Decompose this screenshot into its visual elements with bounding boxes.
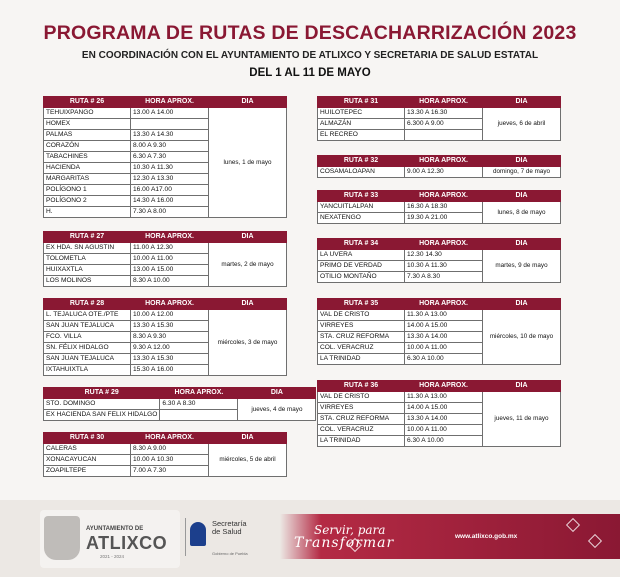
day-cell: miércoles, 10 de mayo — [483, 310, 561, 365]
location-cell: H. — [44, 207, 131, 218]
time-cell: 9.00 A 12.30 — [405, 167, 483, 178]
location-cell: EX HDA. SN AGUSTIN — [44, 243, 131, 254]
time-cell — [160, 410, 238, 421]
day-cell: martes, 2 de mayo — [209, 243, 287, 287]
location-cell: IXTAHUIXTLA — [44, 365, 131, 376]
time-cell: 6.30 A 7.30 — [131, 152, 209, 163]
location-cell: CALERAS — [44, 444, 131, 455]
location-cell: LOS MOLINOS — [44, 276, 131, 287]
table-row — [318, 310, 561, 321]
route-name: RUTA # 36 — [318, 381, 405, 392]
time-cell: 12.30 14.30 — [405, 250, 483, 261]
time-cell: 10.00 A 10.30 — [131, 455, 209, 466]
time-cell: 7.00 A 7.30 — [131, 466, 209, 477]
location-cell: HOMEX — [44, 119, 131, 130]
table-row — [318, 108, 561, 119]
route-table — [43, 432, 287, 477]
time-cell — [131, 119, 209, 130]
time-cell: 13.30 A 16.30 — [405, 108, 483, 119]
route-header-row — [44, 232, 287, 243]
route-table — [317, 96, 561, 141]
location-cell: EX HACIENDA SAN FELIX HIDALGO — [44, 410, 160, 421]
col-dia: DIA — [483, 299, 561, 310]
col-hora: HORA APROX. — [405, 156, 483, 167]
day-cell: jueves, 11 de mayo — [483, 392, 561, 447]
website-link[interactable]: www.atlixco.gob.mx — [455, 533, 518, 540]
location-cell: FCO. VILLA — [44, 332, 131, 343]
location-cell: SAN JUAN TEJALUCA — [44, 354, 131, 365]
route-header-row — [318, 97, 561, 108]
date-range: DEL 1 AL 11 DE MAYO — [249, 67, 371, 79]
location-cell: LA UVERA — [318, 250, 405, 261]
de-salud-label: de Salud — [212, 527, 242, 536]
table-row — [318, 392, 561, 403]
time-cell: 14.00 A 15.00 — [405, 321, 483, 332]
crest-icon — [44, 516, 80, 560]
gobierno-label: Gobierno de Puebla — [212, 551, 248, 556]
route-table — [43, 231, 287, 287]
route-name: RUTA # 35 — [318, 299, 405, 310]
day-cell: domingo, 7 de mayo — [483, 167, 561, 178]
time-cell: 6.30 A 8.30 — [160, 399, 238, 410]
col-hora: HORA APROX. — [131, 97, 209, 108]
col-hora: HORA APROX. — [405, 299, 483, 310]
period-label: 2021 - 2024 — [100, 554, 125, 559]
atlixco-logo — [40, 510, 180, 568]
day-cell: martes, 9 de mayo — [483, 250, 561, 283]
table-row — [44, 399, 316, 410]
location-cell: L. TEJALUCA OTE./PTE — [44, 310, 131, 321]
location-cell: VAL DE CRISTO — [318, 392, 405, 403]
col-dia: DIA — [483, 156, 561, 167]
route-header-row — [44, 299, 287, 310]
route-table — [317, 238, 561, 283]
time-cell: 14.30 A 16.00 — [131, 196, 209, 207]
route-header-row — [318, 381, 561, 392]
time-cell: 12.30 A 13.30 — [131, 174, 209, 185]
table-row — [318, 250, 561, 261]
route-table — [317, 380, 561, 447]
time-cell: 7.30 A 8.00 — [131, 207, 209, 218]
time-cell: 19.30 A 21.00 — [405, 213, 483, 224]
time-cell — [405, 130, 483, 141]
route-header-row — [44, 97, 287, 108]
route-name: RUTA # 33 — [318, 191, 405, 202]
col-hora: HORA APROX. — [131, 433, 209, 444]
route-table — [43, 298, 287, 376]
time-cell: 13.30 A 15.30 — [131, 354, 209, 365]
time-cell: 7.30 A 8.30 — [405, 272, 483, 283]
location-cell: COL. VERACRUZ — [318, 425, 405, 436]
col-dia: DIA — [238, 388, 316, 399]
location-cell: PRIMO DE VERDAD — [318, 261, 405, 272]
time-cell: 8.30 A 10.00 — [131, 276, 209, 287]
route-table — [317, 190, 561, 224]
route-table — [43, 96, 287, 218]
table-row — [44, 444, 287, 455]
col-hora: HORA APROX. — [131, 299, 209, 310]
time-cell: 11.30 A 13.00 — [405, 310, 483, 321]
location-cell: ALMAZÁN — [318, 119, 405, 130]
time-cell: 11.00 A 12.30 — [131, 243, 209, 254]
col-hora: HORA APROX. — [405, 381, 483, 392]
route-header-row — [44, 388, 316, 399]
location-cell: POLÍGONO 2 — [44, 196, 131, 207]
time-cell: 16.00 A17.00 — [131, 185, 209, 196]
salud-emblem-icon — [190, 522, 206, 546]
time-cell: 10.00 A 11.00 — [405, 425, 483, 436]
location-cell: HUILOTEPEC — [318, 108, 405, 119]
location-cell: TOLOMETLA — [44, 254, 131, 265]
time-cell: 14.00 A 15.00 — [405, 403, 483, 414]
day-cell: lunes, 1 de mayo — [209, 108, 287, 218]
salud-logo — [190, 520, 280, 560]
time-cell: 13.30 A 14.30 — [131, 130, 209, 141]
location-cell: SN. FÉLIX HIDALGO — [44, 343, 131, 354]
route-header-row — [318, 191, 561, 202]
col-dia: DIA — [209, 97, 287, 108]
time-cell: 13.30 A 14.00 — [405, 414, 483, 425]
route-header-row — [44, 433, 287, 444]
route-name: RUTA # 34 — [318, 239, 405, 250]
location-cell: COL. VERACRUZ — [318, 343, 405, 354]
route-name: RUTA # 26 — [44, 97, 131, 108]
route-header-row — [318, 156, 561, 167]
time-cell: 10.00 A 11.00 — [131, 254, 209, 265]
location-cell: TEHUIXPANGO — [44, 108, 131, 119]
time-cell: 8.00 A 9.30 — [131, 141, 209, 152]
location-cell: COSAMALOAPAN — [318, 167, 405, 178]
location-cell: POLÍGONO 1 — [44, 185, 131, 196]
time-cell: 8.30 A 9.00 — [131, 444, 209, 455]
time-cell: 10.30 A 11.30 — [131, 163, 209, 174]
route-name: RUTA # 30 — [44, 433, 131, 444]
location-cell: YANCUITLALPAN — [318, 202, 405, 213]
location-cell: STA. CRUZ REFORMA — [318, 414, 405, 425]
slogan-line1: Servir, para — [314, 523, 386, 537]
time-cell: 10.00 A 11.00 — [405, 343, 483, 354]
location-cell: VIRREYES — [318, 321, 405, 332]
col-hora: HORA APROX. — [405, 97, 483, 108]
time-cell: 6.30 A 10.00 — [405, 354, 483, 365]
atlixco-label: ATLIXCO — [86, 533, 168, 553]
time-cell: 6.30 A 10.00 — [405, 436, 483, 447]
ayuntamiento-label: AYUNTAMIENTO DE — [86, 526, 144, 532]
location-cell: CORAZÓN — [44, 141, 131, 152]
col-dia: DIA — [209, 433, 287, 444]
time-cell: 15.30 A 16.00 — [131, 365, 209, 376]
table-row — [318, 202, 561, 213]
route-name: RUTA # 28 — [44, 299, 131, 310]
time-cell: 6.300 A 9.00 — [405, 119, 483, 130]
route-name: RUTA # 27 — [44, 232, 131, 243]
col-dia: DIA — [209, 232, 287, 243]
location-cell: MARGARITAS — [44, 174, 131, 185]
day-cell: miércoles, 5 de abril — [209, 444, 287, 477]
location-cell: HACIENDA — [44, 163, 131, 174]
time-cell: 16.30 A 18.30 — [405, 202, 483, 213]
route-table — [317, 298, 561, 365]
secretaria-label: Secretaría — [212, 519, 247, 528]
page-subtitle: EN COORDINACIÓN CON EL AYUNTAMIENTO DE ATLIXCO Y SECRETARIA DE SALUD ESTATAL — [81, 50, 539, 61]
logo-divider — [185, 518, 186, 556]
location-cell: EL RECREO — [318, 130, 405, 141]
time-cell: 13.00 A 14.00 — [131, 108, 209, 119]
time-cell: 8.30 A 9.30 — [131, 332, 209, 343]
location-cell: PALMAS — [44, 130, 131, 141]
time-cell: 10.30 A 11.30 — [405, 261, 483, 272]
location-cell: STO. DOMINGO — [44, 399, 160, 410]
route-table — [43, 387, 316, 421]
location-cell: VAL DE CRISTO — [318, 310, 405, 321]
location-cell: TABACHINES — [44, 152, 131, 163]
time-cell: 11.30 A 13.00 — [405, 392, 483, 403]
time-cell: 13.30 A 14.00 — [405, 332, 483, 343]
page-title: PROGRAMA DE RUTAS DE DESCACHARRIZACIÓN 2023 — [43, 22, 577, 44]
table-row — [44, 243, 287, 254]
route-name: RUTA # 31 — [318, 97, 405, 108]
route-name: RUTA # 29 — [44, 388, 160, 399]
footer — [0, 500, 620, 577]
slogan-line2: Transformar — [294, 535, 395, 551]
time-cell: 13.00 A 15.00 — [131, 265, 209, 276]
col-hora: HORA APROX. — [160, 388, 238, 399]
location-cell: VIRREYES — [318, 403, 405, 414]
time-cell: 13.30 A 15.30 — [131, 321, 209, 332]
col-hora: HORA APROX. — [131, 232, 209, 243]
col-hora: HORA APROX. — [405, 239, 483, 250]
location-cell: LA TRINIDAD — [318, 436, 405, 447]
time-cell: 10.00 A 12.00 — [131, 310, 209, 321]
location-cell: STA. CRUZ REFORMA — [318, 332, 405, 343]
table-row — [318, 167, 561, 178]
col-dia: DIA — [209, 299, 287, 310]
time-cell: 9.30 A 12.00 — [131, 343, 209, 354]
route-name: RUTA # 32 — [318, 156, 405, 167]
route-header-row — [318, 299, 561, 310]
route-header-row — [318, 239, 561, 250]
location-cell: ZOAPILTEPE — [44, 466, 131, 477]
location-cell: NEXATENGO — [318, 213, 405, 224]
day-cell: lunes, 8 de mayo — [483, 202, 561, 224]
day-cell: miércoles, 3 de mayo — [209, 310, 287, 376]
table-row — [44, 310, 287, 321]
col-dia: DIA — [483, 97, 561, 108]
col-dia: DIA — [483, 381, 561, 392]
location-cell: LA TRINIDAD — [318, 354, 405, 365]
day-cell: jueves, 6 de abril — [483, 108, 561, 141]
location-cell: SAN JUAN TEJALUCA — [44, 321, 131, 332]
table-row — [44, 108, 287, 119]
location-cell: XONACAYUCAN — [44, 455, 131, 466]
location-cell: HUIXAXTLA — [44, 265, 131, 276]
day-cell: jueves, 4 de mayo — [238, 399, 316, 421]
route-table — [317, 155, 561, 178]
col-hora: HORA APROX. — [405, 191, 483, 202]
col-dia: DIA — [483, 239, 561, 250]
location-cell: OTILIO MONTAÑO — [318, 272, 405, 283]
col-dia: DIA — [483, 191, 561, 202]
